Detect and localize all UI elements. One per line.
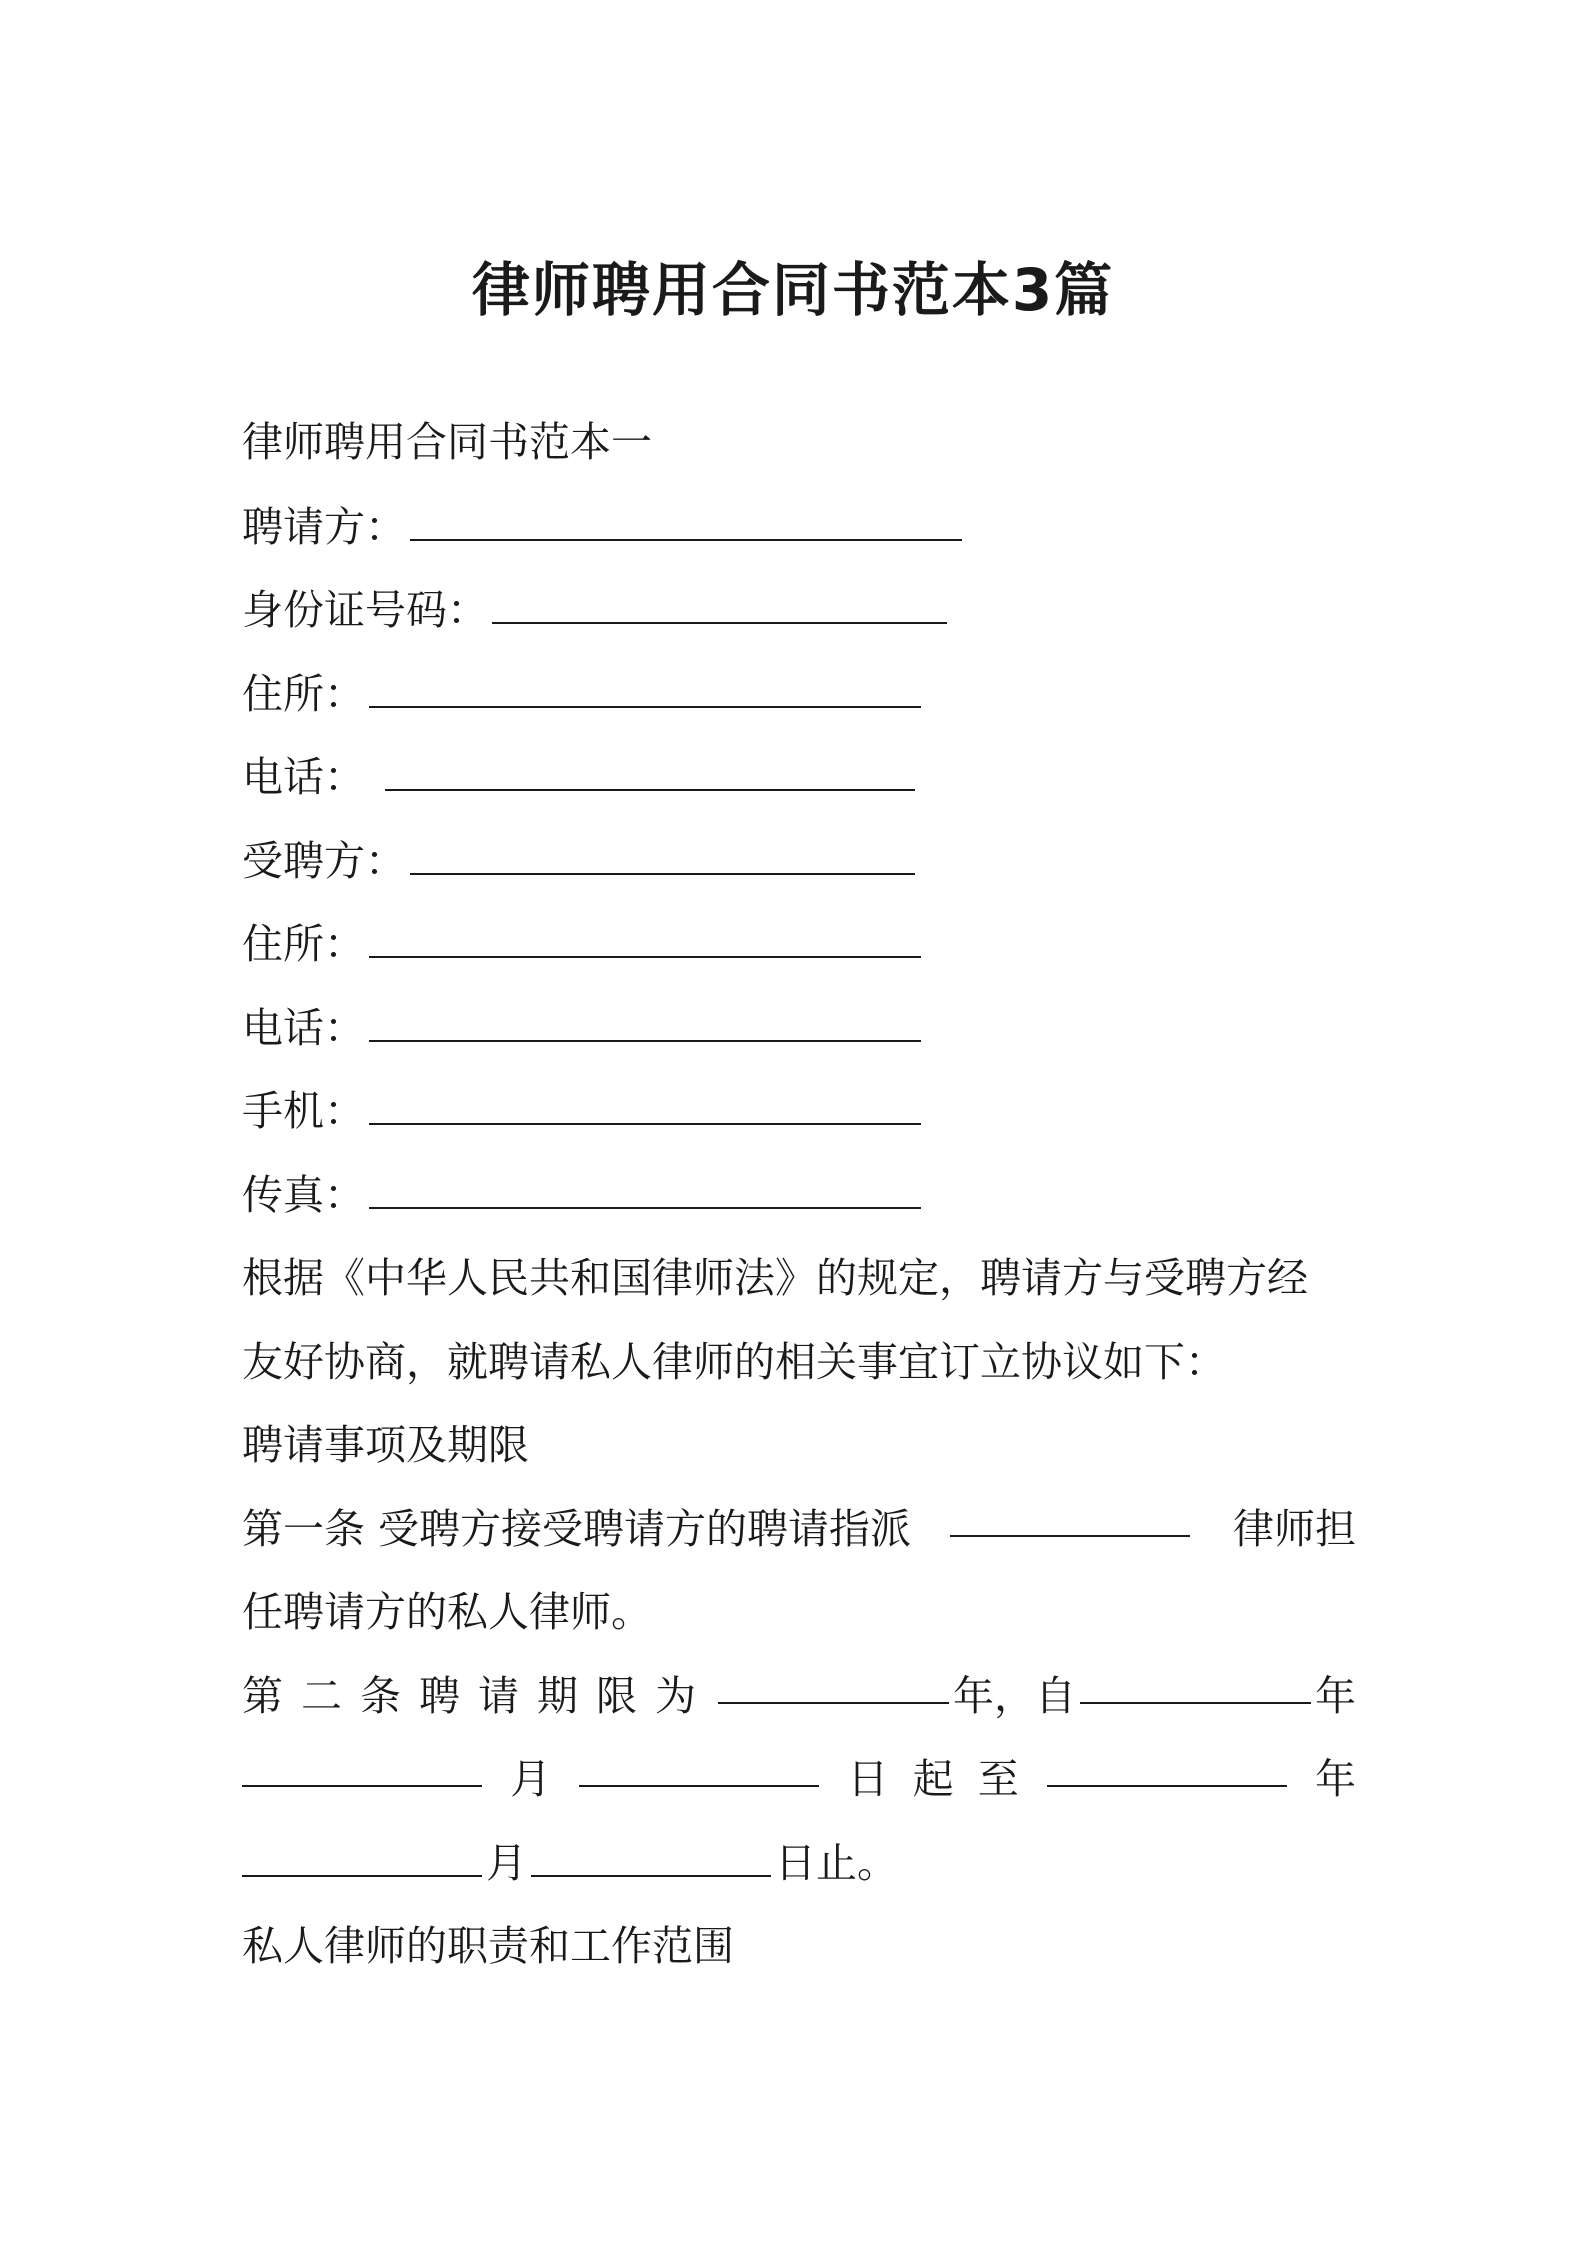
field-address-2-label: 住所： [242, 920, 365, 968]
phone-1-blank[interactable] [385, 753, 915, 791]
address-2-blank[interactable] [369, 920, 921, 958]
intro-line-1: 根据《中华人民共和国律师法》的规定，聘请方与受聘方经 [242, 1254, 1308, 1302]
field-phone-1-label: 电话： [242, 753, 365, 801]
article-2-text: 聘请期限为 [419, 1672, 714, 1720]
document-title: 律师聘用合同书范本3篇 [471, 256, 1115, 324]
term-years-blank[interactable] [718, 1666, 949, 1704]
year-label-2: 年 [1315, 1672, 1356, 1720]
year-label-3: 年 [1314, 1755, 1356, 1803]
field-employee [242, 831, 919, 891]
article-2-line-2 [242, 1749, 1356, 1809]
subtitle: 律师聘用合同书范本一 [242, 418, 652, 466]
field-phone-2-label: 电话： [242, 1004, 365, 1052]
month-label-1: 月 [510, 1755, 552, 1803]
fax-blank[interactable] [369, 1171, 921, 1209]
field-phone-1 [242, 747, 919, 807]
intro-line-2: 友好协商，就聘请私人律师的相关事宜订立协议如下： [242, 1338, 1226, 1386]
start-month-blank[interactable] [242, 1749, 482, 1787]
article-1-lawyer-blank[interactable] [950, 1499, 1190, 1537]
field-phone-2 [242, 998, 925, 1058]
field-employer-label: 聘请方： [242, 503, 406, 551]
phone-2-blank[interactable] [369, 1004, 921, 1042]
field-mobile-label: 手机： [242, 1087, 365, 1135]
zhi-label: 至 [977, 1755, 1019, 1803]
field-mobile [242, 1081, 925, 1141]
article-1-prefix: 第一条 受聘方接受聘请方的聘请指派 [242, 1505, 912, 1553]
end-year-blank[interactable] [1047, 1749, 1287, 1787]
section-heading-1: 聘请事项及期限 [242, 1421, 529, 1469]
address-1-blank[interactable] [369, 670, 921, 708]
field-employee-label: 受聘方： [242, 837, 406, 885]
id-number-blank[interactable] [492, 586, 947, 624]
from-label: ，自 [994, 1672, 1076, 1720]
field-fax-label: 传真： [242, 1171, 365, 1219]
article-1-line-2: 任聘请方的私人律师。 [242, 1588, 652, 1636]
day-end-label: 日止。 [775, 1839, 898, 1887]
field-address-1 [242, 664, 925, 724]
end-day-blank[interactable] [531, 1839, 771, 1877]
end-month-blank[interactable] [242, 1839, 482, 1877]
year-label-1: 年 [953, 1672, 994, 1720]
month-label-2: 月 [486, 1839, 527, 1887]
section-heading-2: 私人律师的职责和工作范围 [242, 1922, 734, 1970]
field-fax [242, 1165, 925, 1225]
article-1-line-1 [242, 1499, 1356, 1559]
field-employer [242, 497, 966, 557]
field-id-number-label: 身份证号码： [242, 586, 488, 634]
employee-blank[interactable] [410, 837, 915, 875]
field-address-2 [242, 914, 925, 974]
field-id-number [242, 580, 951, 640]
field-address-1-label: 住所： [242, 670, 365, 718]
start-day-blank[interactable] [579, 1749, 819, 1787]
article-2-label: 第二条 [242, 1672, 419, 1720]
article-2-line-3 [242, 1833, 898, 1893]
article-2-line-1 [242, 1666, 1356, 1726]
qi-label: 起 [912, 1755, 954, 1803]
start-year-blank[interactable] [1080, 1666, 1311, 1704]
employer-blank[interactable] [410, 503, 962, 541]
day-label-1: 日 [847, 1755, 889, 1803]
article-1-suffix: 律师担 [1233, 1505, 1356, 1553]
mobile-blank[interactable] [369, 1087, 921, 1125]
